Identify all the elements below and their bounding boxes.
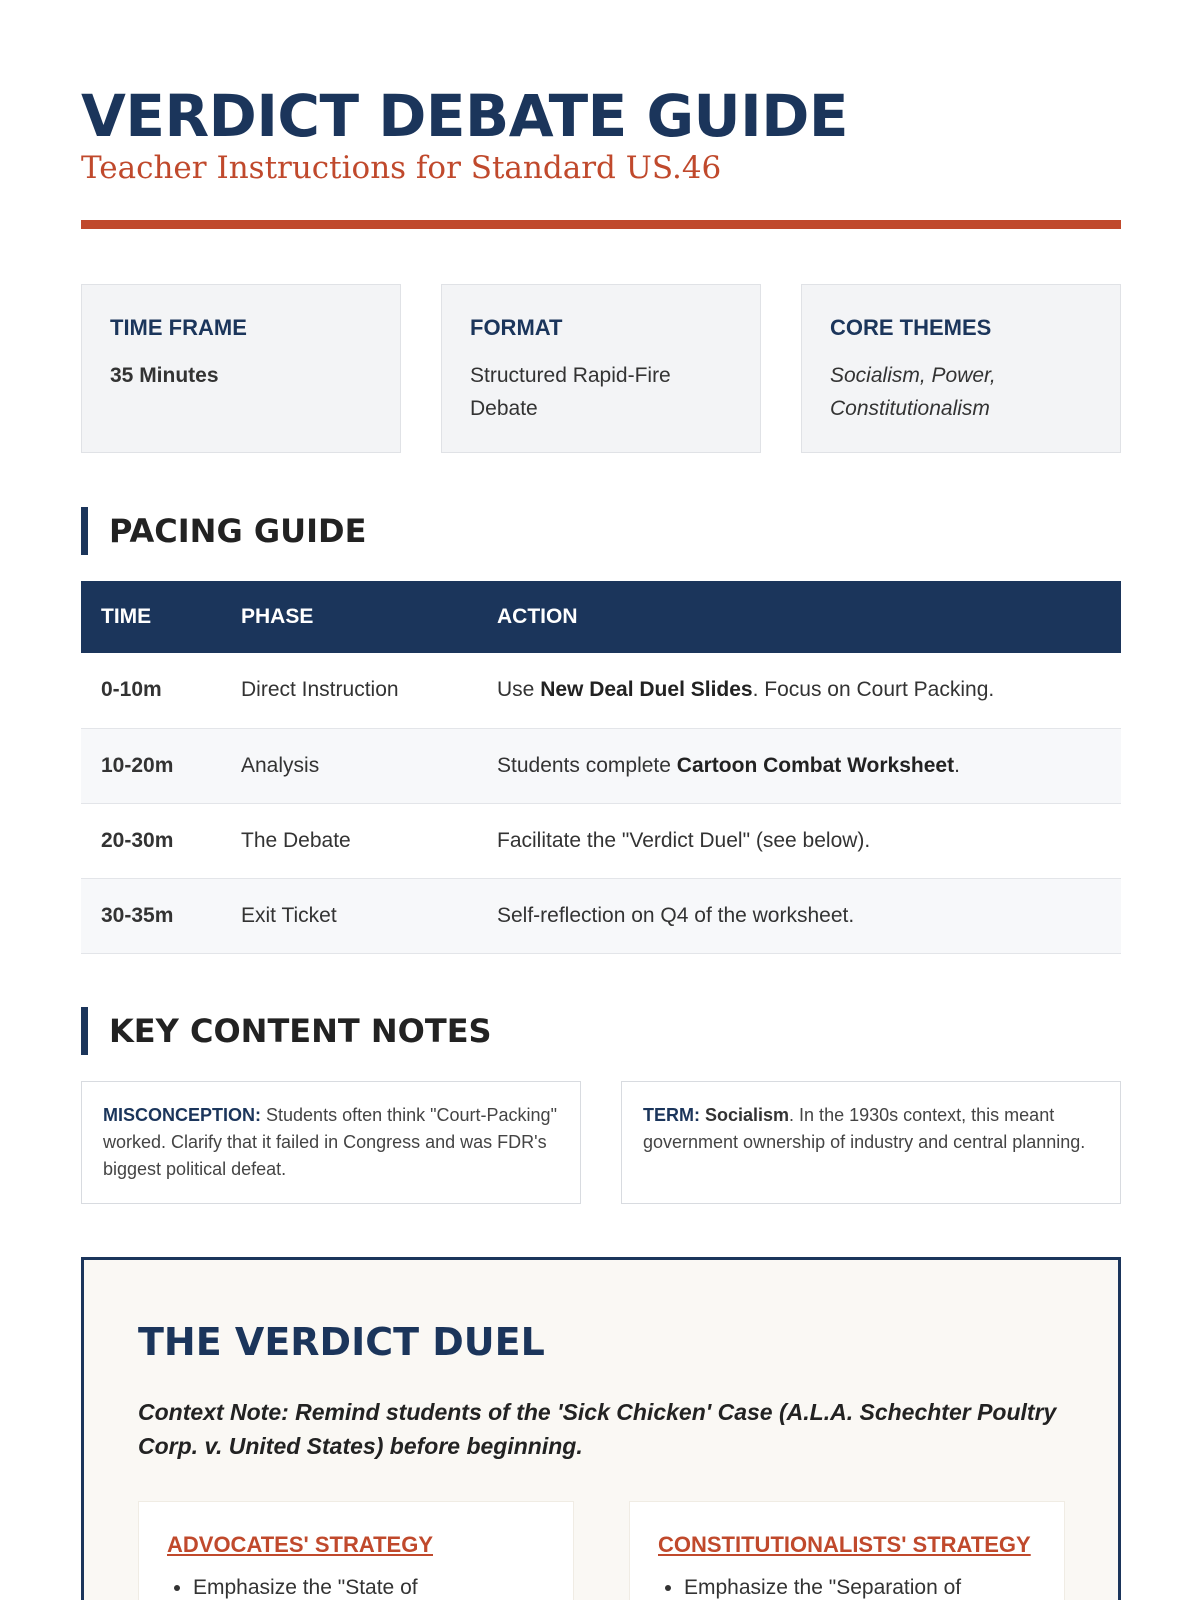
- info-card-label: TIME FRAME: [110, 315, 247, 340]
- row-action: Self-reflection on Q4 of the worksheet.: [477, 878, 1121, 953]
- note-tag: MISCONCEPTION:: [103, 1105, 262, 1125]
- constitutionalists-strategy-title: CONSTITUTIONALISTS' STRATEGY: [658, 1532, 1031, 1557]
- note-tag: TERM:: [643, 1105, 700, 1125]
- info-card-core-themes: [801, 284, 1121, 453]
- row-time: 10-20m: [81, 728, 221, 803]
- page-title: VERDICT DEBATE GUIDE: [81, 82, 848, 150]
- info-card-value: Socialism, Power, Constitutionalism: [830, 364, 996, 420]
- pacing-table: [81, 581, 1121, 954]
- row-phase: Analysis: [221, 728, 477, 803]
- table-row: [81, 878, 1121, 953]
- advocates-strategy-title: ADVOCATES' STRATEGY: [167, 1532, 433, 1557]
- row-phase: Direct Instruction: [221, 653, 477, 728]
- advocates-strategy-card: [138, 1501, 574, 1600]
- list-item: • Emphasize the "Separation of: [684, 1576, 1036, 1600]
- note-text: Students often think "Court-Packing" worked. Clarify that it failed in Congress and was FDR's biggest political defeat.: [103, 1105, 557, 1179]
- info-card-time-frame: [81, 284, 401, 453]
- row-action: Use New Deal Duel Slides. Focus on Court Packing.: [477, 653, 1121, 728]
- verdict-duel-title: THE VERDICT DUEL: [138, 1320, 545, 1364]
- info-card-label: FORMAT: [470, 315, 563, 340]
- section-heading-key-content-notes: KEY CONTENT NOTES: [81, 1007, 492, 1055]
- table-row: [81, 728, 1121, 803]
- column-header-time: TIME: [81, 581, 221, 653]
- row-time: 20-30m: [81, 803, 221, 878]
- verdict-duel-panel: [81, 1257, 1121, 1600]
- row-phase: The Debate: [221, 803, 477, 878]
- list-item: • Emphasize the "State of: [193, 1576, 545, 1600]
- note-term-word: Socialism: [700, 1105, 790, 1125]
- row-action: Facilitate the "Verdict Duel" (see below).: [477, 803, 1121, 878]
- column-header-phase: PHASE: [221, 581, 477, 653]
- row-time: 30-35m: [81, 878, 221, 953]
- row-time: 0-10m: [81, 653, 221, 728]
- section-heading-pacing: PACING GUIDE: [81, 507, 366, 555]
- info-card-format: [441, 284, 761, 453]
- table-row: [81, 653, 1121, 728]
- info-card-value: 35 Minutes: [110, 364, 219, 387]
- row-phase: Exit Ticket: [221, 878, 477, 953]
- constitutionalists-strategy-list: [658, 1576, 1036, 1600]
- table-header-row: [81, 581, 1121, 653]
- note-misconception: [81, 1081, 581, 1204]
- constitutionalists-strategy-card: [629, 1501, 1065, 1600]
- verdict-duel-context: Context Note: Remind students of the 'Sick Chicken' Case (A.L.A. Schechter Poultry Corp. v. United States) before beginning.: [138, 1399, 1057, 1459]
- note-text: . In the 1930s context, this meant government ownership of industry and central planning.: [643, 1105, 1086, 1152]
- info-card-value: Structured Rapid-Fire Debate: [470, 364, 671, 420]
- advocates-strategy-list: [167, 1576, 545, 1600]
- row-action: Students complete Cartoon Combat Worksheet.: [477, 728, 1121, 803]
- page-subtitle: Teacher Instructions for Standard US.46: [81, 150, 722, 186]
- note-term: [621, 1081, 1121, 1204]
- table-row: [81, 803, 1121, 878]
- column-header-action: ACTION: [477, 581, 1121, 653]
- info-card-label: CORE THEMES: [830, 315, 992, 340]
- header-divider: [81, 220, 1121, 229]
